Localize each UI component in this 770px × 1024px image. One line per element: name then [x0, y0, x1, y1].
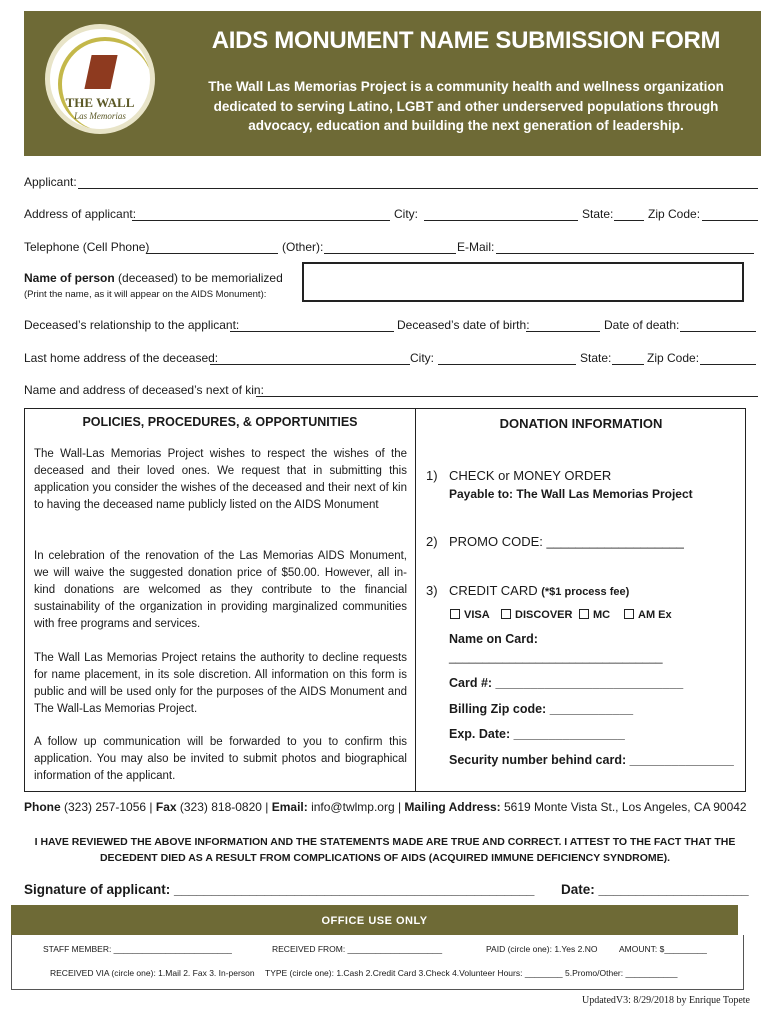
city2-field[interactable] [438, 364, 576, 365]
security-number-field[interactable]: Security number behind card: _______________ [449, 753, 734, 767]
memorial-name-input[interactable] [302, 262, 744, 302]
dob-field[interactable] [526, 331, 600, 332]
logo-subtext: Las Memorias [74, 111, 126, 121]
donation-item-number: 2) [426, 534, 438, 549]
version-note: UpdatedV3: 8/29/2018 by Enrique Topete [582, 995, 750, 1006]
donation-title: DONATION INFORMATION [499, 416, 663, 431]
last-address-field[interactable] [210, 364, 410, 365]
zip-label: Zip Code: [648, 207, 701, 221]
zip2-field[interactable] [700, 364, 756, 365]
email-label: E-Mail: [457, 240, 495, 254]
received-via-field[interactable]: RECEIVED VIA (circle one): 1.Mail 2. Fax 3. In-person [50, 968, 255, 978]
name-on-card-label: Name on Card: [449, 632, 538, 646]
contact-info: Phone (323) 257-1056 | Fax (323) 818-0820 | Email: info@twlmp.org | Mailing Address: 5619 Monte Vista St., Los Angeles, CA 90042 [24, 800, 747, 814]
policy-paragraph: A follow up communication will be forwarded to you to confirm this application. You may also be invited to submit photos and biographical information of the applicant. [34, 736, 407, 782]
card-number-field[interactable]: Card #: ___________________________ [449, 676, 684, 690]
state-label: State: [582, 207, 614, 221]
organization-logo [45, 24, 155, 134]
policy-paragraph: In celebration of the renovation of the Las Memorias AIDS Monument, we will waive the suggested donation price of $50.00. However, all in-kind donations are welcomed as they contribute to the financial sustainability of the organization in providing marginalized communities with free programs and services. [34, 550, 407, 630]
amex-checkbox[interactable]: AM Ex [624, 609, 672, 621]
name-on-card-field[interactable]: ________________________________ [449, 650, 663, 664]
checkbox-icon [624, 609, 634, 619]
policies-title: POLICIES, PROCEDURES, & OPPORTUNITIES [82, 415, 358, 429]
check-option: CHECK or MONEY ORDER [449, 468, 612, 483]
mc-checkbox[interactable]: MC [579, 609, 610, 621]
dod-label: Date of death: [604, 318, 680, 332]
state-field[interactable] [614, 220, 644, 221]
state2-label: State: [580, 351, 612, 365]
address-field[interactable] [132, 220, 390, 221]
policy-paragraph: The Wall-Las Memorias Project wishes to respect the wishes of the deceased and their loved ones. We request that in submitting this application you consider the wishes of the deceased and their next of kin to having the deceased name publicly listed on the AIDS Monument [34, 448, 407, 511]
staff-member-field[interactable]: STAFF MEMBER: _________________________ [43, 944, 232, 954]
other-phone-field[interactable] [324, 253, 456, 254]
amount-field[interactable]: AMOUNT: $_________ [619, 944, 707, 954]
other-phone-label: (Other): [282, 240, 324, 254]
applicant-field[interactable] [78, 188, 758, 189]
email-field[interactable] [496, 253, 754, 254]
dod-field[interactable] [680, 331, 756, 332]
received-from-field[interactable]: RECEIVED FROM: ____________________ [272, 944, 443, 954]
visa-checkbox[interactable]: VISA [450, 609, 490, 621]
state2-field[interactable] [612, 364, 644, 365]
promo-code-field[interactable]: PROMO CODE: ___________________ [449, 534, 684, 549]
office-use-title: OFFICE USE ONLY [321, 915, 428, 927]
type-field[interactable]: TYPE (circle one): 1.Cash 2.Credit Card 3.Check 4.Volunteer Hours: ________ 5.Promo/Other: ___________ [265, 968, 678, 978]
attestation-statement: I HAVE REVIEWED THE ABOVE INFORMATION AND THE STATEMENTS MADE ARE TRUE AND CORRECT. I ATTEST TO THE FACT THAT THE DECEDENT DIED AS A RESULT FROM COMPLICATIONS OF AIDS (ACQUIRED IMMUNE DEFICIENCY SYNDROME). [34, 836, 736, 864]
discover-checkbox[interactable]: DISCOVER [501, 609, 572, 621]
city-field[interactable] [424, 220, 578, 221]
memorial-name-label: Name of person (deceased) to be memorialized [24, 271, 283, 285]
checkbox-icon [450, 609, 460, 619]
zip-field[interactable] [702, 220, 758, 221]
payable-to: Payable to: The Wall Las Memorias Project [449, 487, 693, 501]
next-of-kin-label: Name and address of deceased’s next of kin: [24, 383, 264, 397]
logo-text: THE WALL [65, 95, 135, 110]
city2-label: City: [410, 351, 434, 365]
telephone-field[interactable] [146, 253, 278, 254]
checkbox-icon [501, 609, 511, 619]
date-field[interactable]: Date: ____________________ [561, 882, 749, 897]
zip2-label: Zip Code: [647, 351, 700, 365]
exp-date-field[interactable]: Exp. Date: ________________ [449, 727, 625, 741]
relationship-field[interactable] [230, 331, 394, 332]
applicant-label: Applicant: [24, 175, 77, 189]
donation-item-number: 3) [426, 583, 438, 598]
next-of-kin-field[interactable] [256, 396, 758, 397]
policy-paragraph: The Wall Las Memorias Project retains the authority to decline requests for name placement, in its sole discretion. All information on this form is public and will be used only for the purposes of the AIDS Monument and The Wall-Las Memorias Project. [34, 652, 407, 715]
billing-zip-field[interactable]: Billing Zip code: ____________ [449, 702, 634, 716]
address-label: Address of applicant: [24, 207, 137, 221]
city-label: City: [394, 207, 418, 221]
donation-item-number: 1) [426, 468, 438, 483]
telephone-label: Telephone (Cell Phone) [24, 240, 150, 254]
organization-description: The Wall Las Memorias Project is a community health and wellness organization dedicated to serving Latino, LGBT and other underserved populations through advocacy, education and building the next generation of leadership. [208, 79, 724, 133]
paid-field[interactable]: PAID (circle one): 1.Yes 2.NO [486, 944, 598, 954]
last-address-label: Last home address of the deceased: [24, 351, 219, 365]
signature-field[interactable]: Signature of applicant: ________________________________________________ [24, 882, 535, 897]
relationship-label: Deceased’s relationship to the applicant: [24, 318, 240, 332]
form-title: AIDS MONUMENT NAME SUBMISSION FORM [211, 27, 721, 54]
memorial-name-note: (Print the name, as it will appear on the AIDS Monument): [24, 289, 267, 300]
checkbox-icon [579, 609, 589, 619]
dob-label: Deceased’s date of birth: [397, 318, 530, 332]
credit-card-option: CREDIT CARD (*$1 process fee) [449, 583, 630, 598]
